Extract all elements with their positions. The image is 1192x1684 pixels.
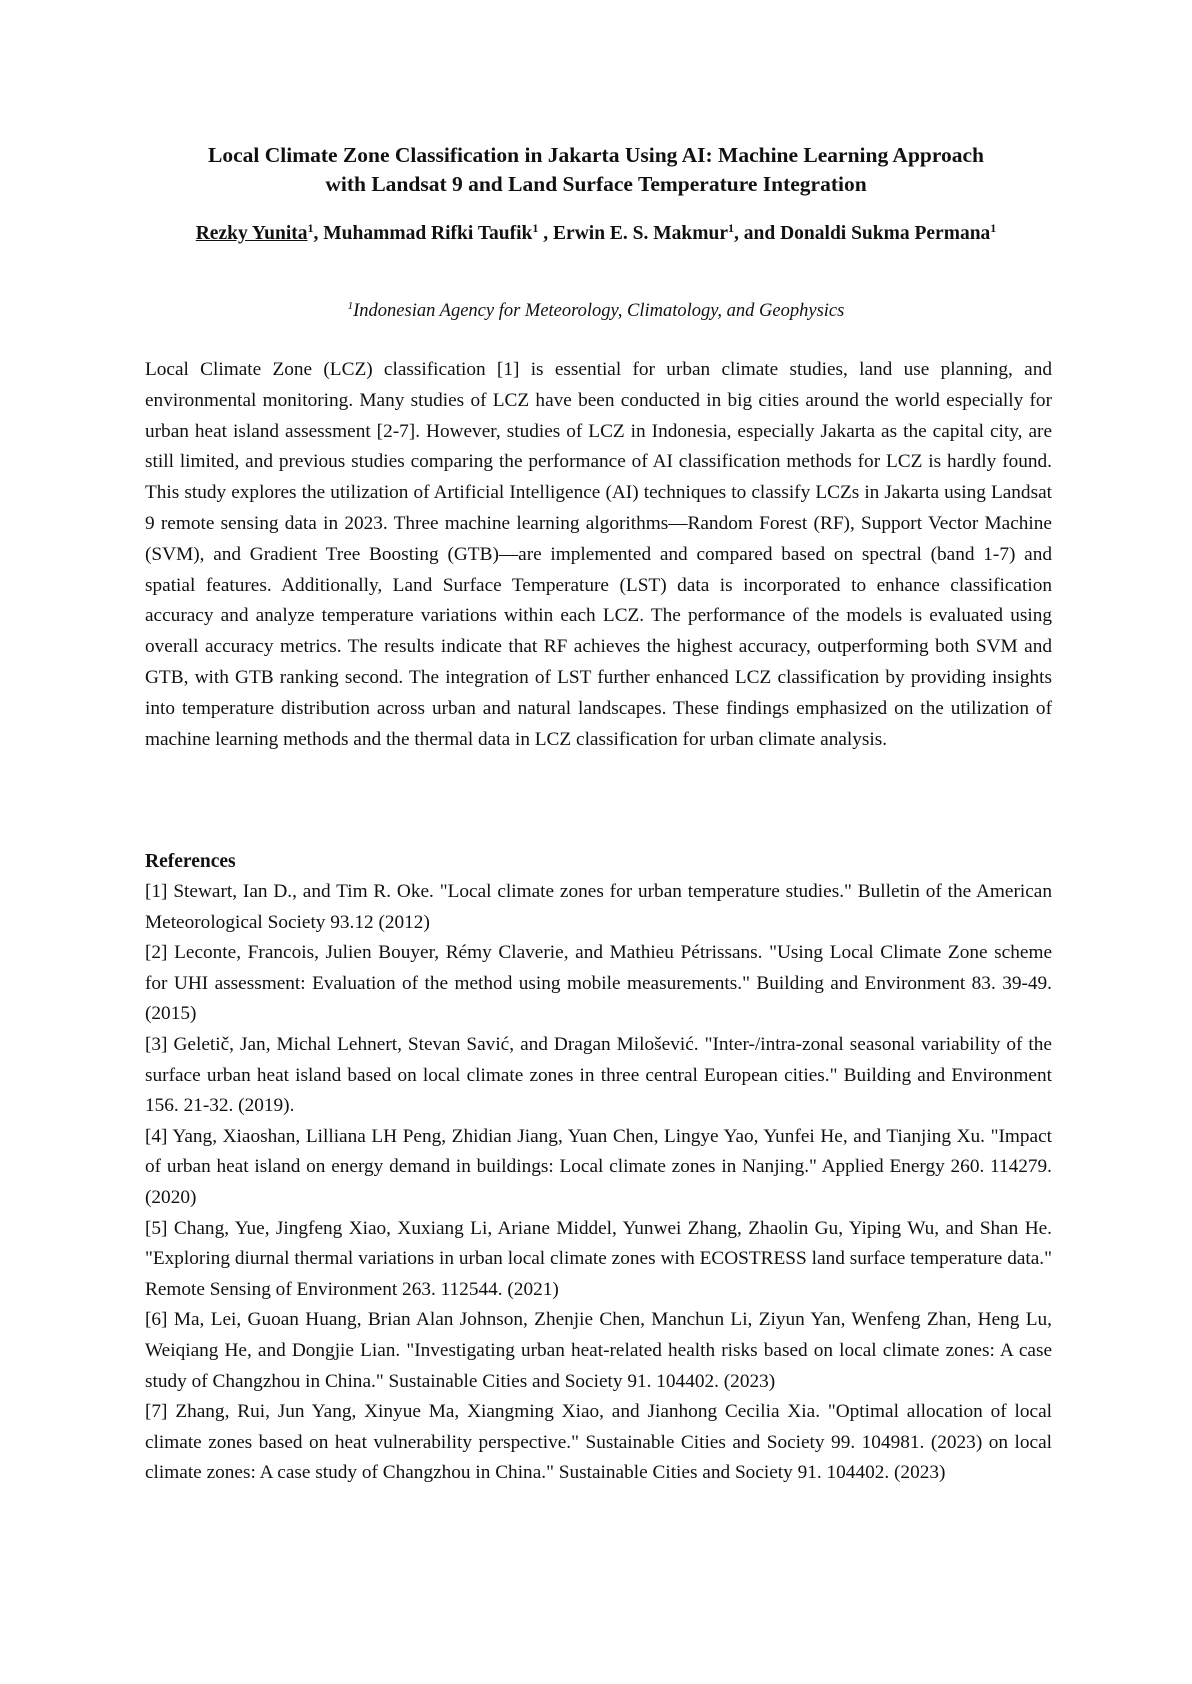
paper-title-line-2: with Landsat 9 and Land Surface Temperature Integration (325, 172, 867, 196)
author-name: Donaldi Sukma Permana (780, 223, 991, 244)
reference-item: [1] Stewart, Ian D., and Tim R. Oke. "Local climate zones for urban temperature studies." Bulletin of the American Meteorological Society 93.12 (2012) (145, 881, 1052, 933)
author-affiliation-mark: 1 (307, 221, 314, 235)
author-name: Erwin E. S. Makmur (553, 223, 729, 244)
author-name: Muhammad Rifki Taufik (323, 223, 533, 244)
reference-item: [7] Zhang, Rui, Jun Yang, Xinyue Ma, Xiangming Xiao, and Jianhong Cecilia Xia. "Optimal allocation of local climate zones based on heat vulnerability perspective." Sustainable Cities and Society 99. 104981. (2023) on local climate zones: A case study of Changzhou in China." Sustainable Cities and Society 91. 104402. (2023) (145, 1401, 1052, 1484)
affiliation-mark: 1 (347, 300, 354, 312)
reference-item: [2] Leconte, Francois, Julien Bouyer, Rémy Claverie, and Mathieu Pétrissans. "Using Local Climate Zone scheme for UHI assessment: Evaluation of the method using mobile measurements." Building and Environment 83. 39-49. (2015) (145, 942, 1052, 1025)
reference-list (145, 877, 1052, 1489)
affiliation (100, 298, 1092, 324)
affiliation-text: Indonesian Agency for Meteorology, Climatology, and Geophysics (353, 301, 845, 321)
reference-item: [5] Chang, Yue, Jingfeng Xiao, Xuxiang Li, Ariane Middel, Yunwei Zhang, Zhaolin Gu, Yiping Wu, and Shan He. "Exploring diurnal thermal variations in urban local climate zones with ECOSTRESS land surface temperature data." Remote Sensing of Environment 263. 112544. (2021) (145, 1217, 1052, 1300)
author-affiliation-mark: 1 (990, 221, 997, 235)
author-affiliation-mark: 1 (728, 221, 735, 235)
author-separator: , (313, 223, 324, 244)
author-list (120, 219, 1072, 249)
abstract-text: Local Climate Zone (LCZ) classification [1] is essential for urban climate studies, land use planning, and environmental monitoring. Many studies of LCZ have been conducted in big cities around the world especially for urban heat island assessment [2-7]. However, studies of LCZ in Indonesia, especially Jakarta as the capital city, are still limited, and previous studies comparing the performance of AI classification methods for LCZ is hardly found. This study explores the utilization of Artificial Intelligence (AI) techniques to classify LCZs in Jakarta using Landsat 9 remote sensing data in 2023. Three machine learning algorithms—Random Forest (RF), Support Vector Machine (SVM), and Gradient Tree Boosting (GTB)—are implemented and compared based on spectral (band 1-7) and spatial features. Additionally, Land Surface Temperature (LST) data is incorporated to enhance classification accuracy and analyze temperature variations within each LCZ. The performance of the models is evaluated using overall accuracy metrics. The results indicate that RF achieves the highest accuracy, outperforming both SVM and GTB, with GTB ranking second. The integration of LST further enhanced LCZ classification by providing insights into temperature distribution across urban and natural landscapes. These findings emphasized on the utilization of machine learning methods and the thermal data in LCZ classification for urban climate analysis. (145, 359, 1052, 750)
author-separator: , and (734, 223, 781, 244)
paper-title (100, 141, 1092, 199)
reference-item: [6] Ma, Lei, Guoan Huang, Brian Alan Johnson, Zhenjie Chen, Manchun Li, Ziyun Yan, Wenfeng Zhan, Heng Lu, Weiqiang He, and Dongjie Lian. "Investigating urban heat-related health risks based on local climate zones: A case study of Changzhou in China." Sustainable Cities and Society 91. 104402. (2023) (145, 1309, 1052, 1392)
author-affiliation-mark: 1 (532, 221, 539, 235)
reference-item: [3] Geletič, Jan, Michal Lehnert, Stevan Savić, and Dragan Milošević. "Inter-/intra-zonal seasonal variability of the surface urban heat island based on local climate zones in three central European cities." Building and Environment 156. 21-32. (2019). (145, 1033, 1052, 1117)
author-name: Rezky Yunita (195, 223, 308, 244)
references-heading: References (145, 851, 236, 872)
paper-title-line-1: Local Climate Zone Classification in Jakarta Using AI: Machine Learning Approach (207, 143, 985, 167)
reference-item: [4] Yang, Xiaoshan, Lilliana LH Peng, Zhidian Jiang, Yuan Chen, Lingye Yao, Yunfei He, and Tianjing Xu. "Impact of urban heat island on energy demand in buildings: Local climate zones in Nanjing." Applied Energy 260. 114279. (2020) (145, 1125, 1052, 1208)
author-separator: , (538, 223, 554, 244)
